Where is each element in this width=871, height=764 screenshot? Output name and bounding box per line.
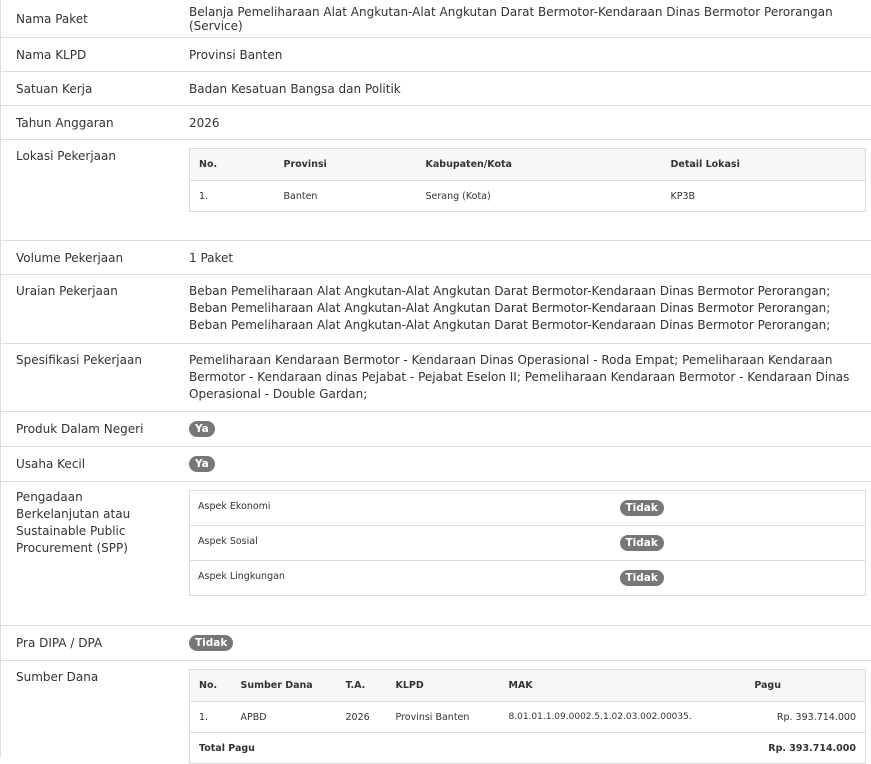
- sumber-dana-table: [189, 669, 866, 764]
- col-klpd: KLPD: [387, 670, 500, 702]
- spesifikasi-value: Pemeliharaan Kendaraan Bermotor - Kendaraan Dinas Operasional - Roda Empat; Pemeliharaan Kendaraan Bermotor - Kendaraan dinas Pejabat - Pejabat Eselon II; Pemeliharaan Kendaraan Bermotor - Kendaraan Dinas Operasional - Double Gardan;: [189, 353, 850, 401]
- col-detail-lokasi: Detail Lokasi: [662, 149, 866, 181]
- pdn-badge: Ya: [189, 421, 215, 437]
- usaha-kecil-label: Usaha Kecil: [16, 457, 86, 471]
- tahun-anggaran-label: Tahun Anggaran: [16, 115, 114, 130]
- uraian-label: Uraian Pekerjaan: [16, 284, 118, 298]
- table-header-row: [190, 670, 866, 702]
- row-volume-pekerjaan: [1, 241, 871, 275]
- total-row: [190, 733, 866, 764]
- col-no: No.: [190, 670, 232, 702]
- usaha-kecil-badge: Ya: [189, 456, 215, 472]
- cell-ta: 2026: [337, 702, 387, 733]
- spesifikasi-label: Spesifikasi Pekerjaan: [16, 353, 142, 367]
- cell-mak: 8.01.01.1.09.0002.5.1.02.03.002.00035.: [500, 702, 705, 733]
- table-row: [190, 526, 866, 561]
- col-sumber-dana: Sumber Dana: [232, 670, 337, 702]
- spp-table: [189, 490, 866, 596]
- nama-paket-label: Nama Paket: [16, 11, 88, 26]
- volume-label: Volume Pekerjaan: [16, 250, 124, 265]
- row-usaha-kecil: [1, 447, 871, 482]
- col-no: No.: [190, 149, 275, 181]
- table-row: [190, 491, 866, 526]
- nama-paket-value: Belanja Pemeliharaan Alat Angkutan-Alat Angkutan Darat Bermotor-Kendaraan Dinas Bermotor Perorangan (Service): [189, 4, 833, 33]
- table-row: [190, 702, 866, 733]
- total-pagu-label: Total Pagu: [190, 733, 705, 764]
- aspek-sosial-label: Aspek Sosial: [190, 526, 612, 561]
- cell-klpd: Provinsi Banten: [387, 702, 500, 733]
- row-spesifikasi-pekerjaan: [1, 344, 871, 412]
- row-nama-klpd: [1, 38, 871, 72]
- aspek-ekonomi-badge: Tidak: [620, 500, 664, 516]
- row-sumber-dana: [1, 661, 871, 757]
- col-mak: MAK: [500, 670, 705, 702]
- satuan-kerja-value: Badan Kesatuan Bangsa dan Politik: [189, 81, 401, 96]
- col-provinsi: Provinsi: [275, 149, 417, 181]
- pra-dipa-badge: Tidak: [189, 635, 233, 651]
- aspek-sosial-badge: Tidak: [620, 535, 664, 551]
- tahun-anggaran-value: 2026: [189, 115, 220, 130]
- lokasi-table: [189, 148, 866, 212]
- nama-klpd-label: Nama KLPD: [16, 47, 87, 62]
- lokasi-pekerjaan-label: Lokasi Pekerjaan: [16, 149, 116, 163]
- cell-no: 1.: [190, 702, 232, 733]
- cell-no: 1.: [190, 181, 275, 212]
- aspek-lingkungan-label: Aspek Lingkungan: [190, 561, 612, 596]
- row-pra-dipa: [1, 626, 871, 661]
- row-satuan-kerja: [1, 72, 871, 106]
- aspek-lingkungan-badge: Tidak: [620, 570, 664, 586]
- cell-sumber-dana: APBD: [232, 702, 337, 733]
- sumber-dana-label: Sumber Dana: [16, 670, 99, 684]
- cell-pagu: Rp. 393.714.000: [705, 702, 866, 733]
- row-uraian-pekerjaan: [1, 275, 871, 344]
- row-lokasi-pekerjaan: [1, 140, 871, 241]
- table-row: [190, 181, 866, 212]
- cell-detail-lokasi: KP3B: [662, 181, 866, 212]
- volume-value: 1 Paket: [189, 250, 234, 265]
- row-tahun-anggaran: [1, 106, 871, 140]
- cell-kabupaten: Serang (Kota): [417, 181, 662, 212]
- satuan-kerja-label: Satuan Kerja: [16, 81, 93, 96]
- table-header-row: [190, 149, 866, 181]
- aspek-ekonomi-label: Aspek Ekonomi: [190, 491, 612, 526]
- total-pagu-value: Rp. 393.714.000: [705, 733, 866, 764]
- row-produk-dalam-negeri: [1, 412, 871, 447]
- row-nama-paket: [1, 0, 871, 38]
- nama-klpd-value: Provinsi Banten: [189, 47, 283, 62]
- spp-label: Pengadaan Berkelanjutan atau Sustainable Public Procurement (SPP): [16, 490, 131, 555]
- col-kabupaten: Kabupaten/Kota: [417, 149, 662, 181]
- col-pagu: Pagu: [705, 670, 866, 702]
- row-spp: [1, 482, 871, 626]
- table-row: [190, 561, 866, 596]
- pra-dipa-label: Pra DIPA / DPA: [16, 636, 103, 650]
- cell-provinsi: Banten: [275, 181, 417, 212]
- col-ta: T.A.: [337, 670, 387, 702]
- pdn-label: Produk Dalam Negeri: [16, 422, 144, 436]
- uraian-value: Beban Pemeliharaan Alat Angkutan-Alat Angkutan Darat Bermotor-Kendaraan Dinas Bermotor Perorangan; Beban Pemeliharaan Alat Angkutan-Alat Angkutan Darat Bermotor-Kendaraan Dinas Bermotor Perorangan; Beban Pemeliharaan Alat Angkutan-Alat Angkutan Darat Bermotor-Kendaraan Dinas Bermotor Perorangan;: [189, 284, 831, 332]
